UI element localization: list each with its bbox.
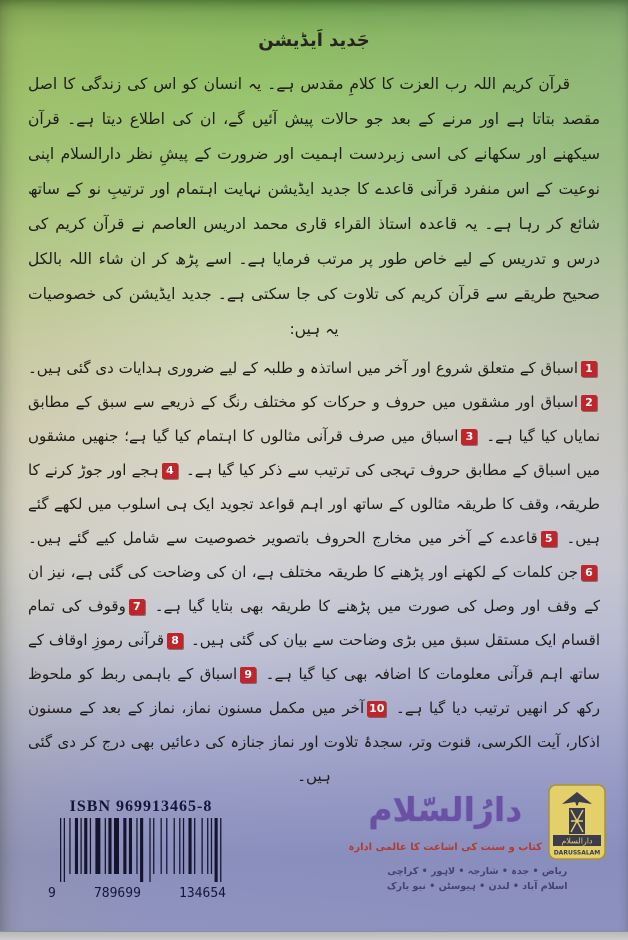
feature-number-badge: 7 xyxy=(129,599,145,615)
barcode-digit-left: 9 xyxy=(48,886,56,901)
barcode xyxy=(46,818,236,884)
publisher-block xyxy=(348,784,606,894)
feature-number-badge: 6 xyxy=(581,565,597,581)
feature-number-badge: 3 xyxy=(461,429,477,445)
feature-number-badge: 9 xyxy=(240,667,256,683)
svg-text:دارالسلام: دارالسلام xyxy=(561,836,593,846)
publisher-name: دارُالسّلام xyxy=(368,790,523,829)
publisher-cities-line2: اسلام آباد • لندن • ہیوسٹن • نیو یارک xyxy=(386,881,568,892)
isbn-label: ISBN 969913465-8 xyxy=(69,798,213,815)
feature-number-badge: 2 xyxy=(581,395,597,411)
feature-number-badge: 1 xyxy=(581,361,597,377)
feature-text: اسباق کے باہمی ربط کو ملحوظ رکھ کر انھیں ترتیب دیا گیا ہے۔ xyxy=(28,665,600,717)
barcode-digits xyxy=(46,886,236,901)
feature-text: قرآنی رموزِ اوقاف کے ساتھ اہم قرآنی معلومات کا اضافہ بھی کیا گیا ہے۔ xyxy=(28,631,600,683)
publisher-cities-line1: ریاض • جدہ • شارجہ • لاہور • کراچی xyxy=(387,866,568,877)
publisher-emblem-icon xyxy=(548,784,606,860)
feature-text: اسباق کے متعلق شروع اور آخر میں اساتذہ و طلبہ کے لیے ضروری ہدایات دی گئی ہیں۔ xyxy=(28,359,578,377)
feature-text: جن کلمات کے لکھنے اور پڑھنے کا طریقہ مختلف ہے، ان کی وضاحت کی گئی ہے، نیز ان کے وقف اور وصل کی صورت میں پڑھنے کا طریقہ بھی بتایا گیا ہے۔ xyxy=(28,563,600,615)
barcode-digits-group2: 134654 xyxy=(179,886,226,901)
intro-paragraph: قرآن کریم اللہ رب العزت کا کلامِ مقدس ہے۔ یہ انسان کو اس کی زندگی کا اصل مقصد بتاتا ہے اور مرنے کے بعد جو حالات پیش آئیں گے، ان کی اطلاع دیتا ہے۔ قرآن سیکھنے اور سکھانے کی اسی زبردست اہمیت اور ضرورت کے پیشِ نظر دارالسلام اپنی نوعیت کے اس منفرد قرآنی قاعدے کا جدید ایڈیشن نہایت اہتمام اور ترتیبِ نو کے ساتھ شائع کر رہا ہے۔ یہ قاعدہ استاذ القراء قاری محمد ادریس العاصم نے قرآن کریم کی درس و تدریس کے لیے خاص طور پر مرتب فرمایا ہے۔ اسے پڑھ کر ان شاء اللہ بالکل صحیح طریقے سے قرآن کریم کی تلاوت کی جا سکتی ہے۔ جدید ایڈیشن کی خصوصیات یہ ہیں: xyxy=(28,75,600,338)
isbn-barcode-block xyxy=(46,798,236,901)
cover-text-area xyxy=(28,30,600,793)
feature-number-badge: 8 xyxy=(167,633,183,649)
feature-text: اسباق اور مشقوں میں حروف و حرکات کو مختلف رنگ کے ذریعے سے سبق کے مطابق نمایاں کیا گیا ہے۔ xyxy=(28,393,601,445)
features-text xyxy=(28,351,600,793)
feature-text: وقوف کی تمام اقسام ایک مستقل سبق میں بڑی وضاحت سے بیان کی گئی ہیں۔ xyxy=(28,597,600,649)
feature-number-badge: 5 xyxy=(541,531,557,547)
feature-text: ہجے اور جوڑ کرنے کا طریقہ، وقف کا طریقہ مثالوں کے ساتھ اور اہم قواعد تجوید ایک ہی اسلوب میں لکھے گئے ہیں۔ xyxy=(28,461,600,547)
feature-number-badge: 4 xyxy=(162,463,178,479)
feature-number-badge: 10 xyxy=(369,701,385,715)
feature-text: اسباق میں صرف قرآنی مثالوں کا اہتمام کیا گیا ہے؛ جنھیں مشقوں میں اسباق کے مطابق حروف تہجی کی ترتیب سے ذکر کیا گیا ہے۔ xyxy=(28,427,600,479)
publisher-tagline: کتاب و سنت کی اشاعت کا عالمی ادارہ xyxy=(348,842,542,853)
edition-heading: جَدید اَیڈیشن xyxy=(258,30,370,51)
feature-text: قاعدے کے آخر میں مخارج الحروف باتصویر خصوصیت سے شامل کیے گئے ہیں۔ xyxy=(28,529,538,547)
svg-text:DARUSSALAM: DARUSSALAM xyxy=(553,849,601,857)
barcode-digits-group1: 789699 xyxy=(93,886,141,901)
feature-text: آخر میں مکمل مسنون نماز، نماز کے بعد کے مسنون اذکار، آیت الکرسی، قنوت وتر، سجدۂ تلاوت اور نماز جنازہ کی دعائیں بھی درج کر دی گئی ہیں۔ xyxy=(28,699,600,785)
